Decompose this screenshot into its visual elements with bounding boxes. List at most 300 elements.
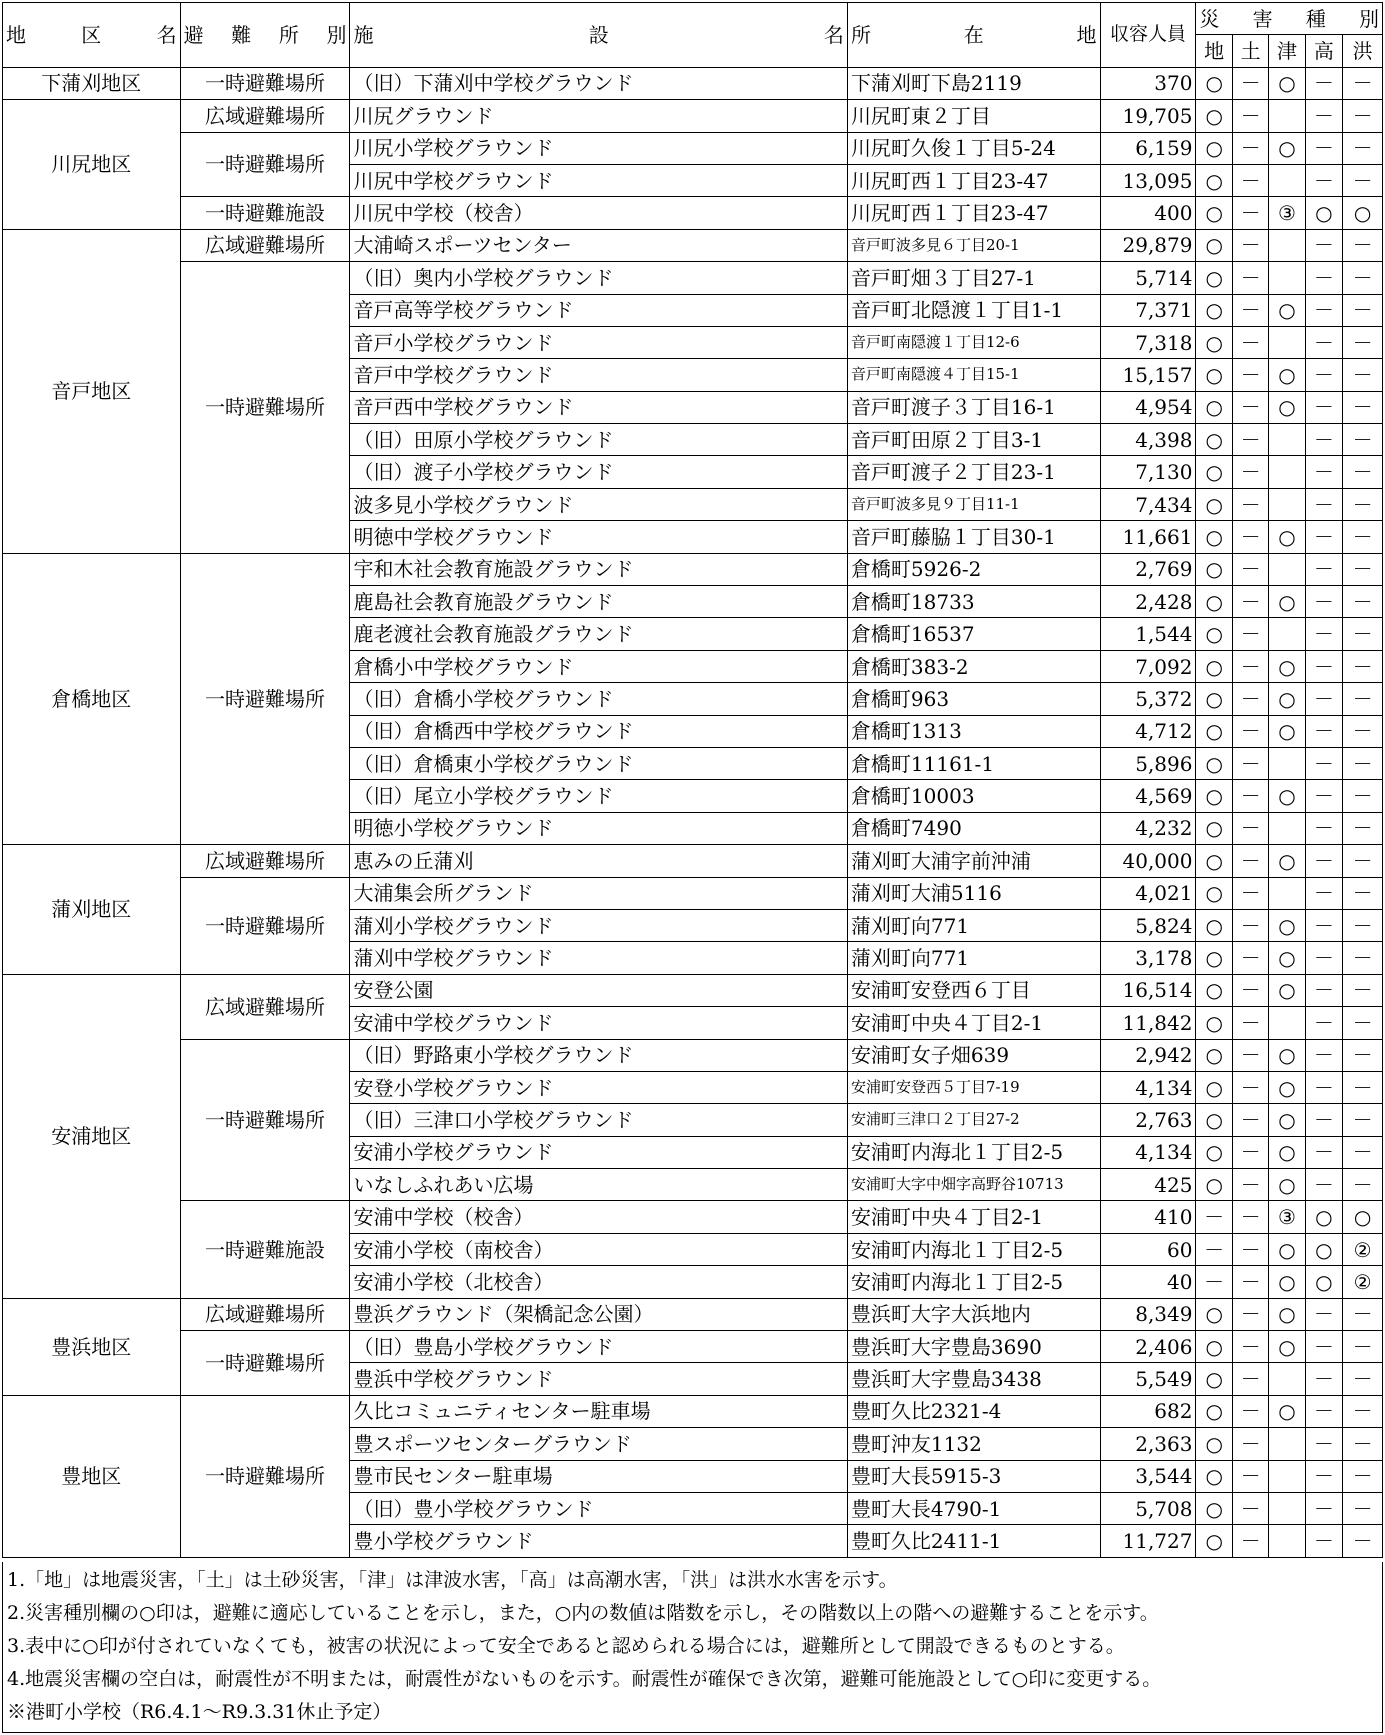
header-disaster-storm-surge: 高 [1305, 35, 1343, 67]
mark-storm-surge: － [1305, 683, 1343, 715]
mark-landslide: － [1232, 1169, 1268, 1201]
mark-tsunami [1269, 553, 1305, 585]
mark-flood: － [1343, 942, 1383, 974]
capacity-cell: 5,708 [1100, 1492, 1196, 1524]
mark-tsunami [1269, 488, 1305, 520]
facility-name-cell: 安浦小学校（北校舎） [350, 1266, 847, 1298]
shelter-type-cell: 一時避難場所 [180, 67, 350, 99]
mark-tsunami: ○ [1269, 780, 1305, 812]
address-cell: 安浦町大字中畑字高野谷10713 [847, 1169, 1100, 1201]
mark-landslide: － [1232, 67, 1268, 99]
mark-flood: － [1343, 586, 1383, 618]
mark-tsunami [1269, 1525, 1305, 1557]
mark-tsunami: ○ [1269, 1266, 1305, 1298]
mark-earthquake: － [1196, 1233, 1232, 1265]
mark-tsunami: ○ [1269, 391, 1305, 423]
mark-earthquake: ○ [1196, 100, 1232, 132]
address-cell: 蒲刈町大浦5116 [847, 877, 1100, 909]
mark-storm-surge: － [1305, 1395, 1343, 1427]
facility-name-cell: （旧）豊島小学校グラウンド [350, 1331, 847, 1363]
footnote-1: 1.「地」は地震災害，「土」は土砂災害，「津」は津波水害，「高」は高潮水害，「洪」は洪水水害を示す。 [7, 1569, 898, 1591]
facility-name-cell: 川尻中学校（校舎） [350, 197, 847, 229]
mark-flood: － [1343, 650, 1383, 682]
capacity-cell: 7,434 [1100, 488, 1196, 520]
facility-name-cell: 安登公園 [350, 974, 847, 1006]
facility-name-cell: 安登小学校グラウンド [350, 1071, 847, 1103]
mark-earthquake: ○ [1196, 877, 1232, 909]
shelter-type-cell: 一時避難場所 [180, 1331, 350, 1396]
address-cell: 豊浜町大字大浜地内 [847, 1298, 1100, 1330]
mark-tsunami: ○ [1269, 1331, 1305, 1363]
facility-name-cell: 豊浜グラウンド（架橋記念公園） [350, 1298, 847, 1330]
mark-storm-surge: － [1305, 424, 1343, 456]
mark-earthquake: ○ [1196, 1071, 1232, 1103]
footnotes [2, 1562, 1383, 1733]
table-row [3, 877, 1383, 909]
header-disaster-flood: 洪 [1343, 35, 1383, 67]
shelter-type-cell: 一時避難場所 [180, 553, 350, 845]
mark-landslide: － [1232, 618, 1268, 650]
mark-landslide: － [1232, 521, 1268, 553]
capacity-cell: 5,714 [1100, 262, 1196, 294]
mark-flood: － [1343, 812, 1383, 844]
mark-earthquake: ○ [1196, 1104, 1232, 1136]
table-row [3, 1039, 1383, 1071]
mark-flood: － [1343, 1331, 1383, 1363]
mark-landslide: － [1232, 1492, 1268, 1524]
mark-storm-surge: － [1305, 132, 1343, 164]
address-cell: 川尻町東２丁目 [847, 100, 1100, 132]
mark-flood: － [1343, 521, 1383, 553]
capacity-cell: 682 [1100, 1395, 1196, 1427]
mark-storm-surge: － [1305, 1460, 1343, 1492]
address-cell: 倉橋町383-2 [847, 650, 1100, 682]
capacity-cell: 7,130 [1100, 456, 1196, 488]
capacity-cell: 2,942 [1100, 1039, 1196, 1071]
table-row [3, 1395, 1383, 1427]
address-cell: 倉橋町10003 [847, 780, 1100, 812]
facility-name-cell: 音戸高等学校グラウンド [350, 294, 847, 326]
mark-tsunami [1269, 877, 1305, 909]
mark-flood: ○ [1343, 197, 1383, 229]
mark-landslide: － [1232, 294, 1268, 326]
mark-tsunami: ○ [1269, 974, 1305, 1006]
district-cell: 豊浜地区 [3, 1298, 181, 1395]
mark-tsunami [1269, 456, 1305, 488]
mark-storm-surge: ○ [1305, 1201, 1343, 1233]
mark-landslide: － [1232, 1395, 1268, 1427]
mark-tsunami: ○ [1269, 521, 1305, 553]
mark-earthquake: ○ [1196, 812, 1232, 844]
shelter-type-cell: 広域避難場所 [180, 1298, 350, 1330]
capacity-cell: 40 [1100, 1266, 1196, 1298]
header-disaster-landslide: 土 [1232, 35, 1268, 67]
mark-landslide: － [1232, 942, 1268, 974]
mark-earthquake: ○ [1196, 521, 1232, 553]
capacity-cell: 13,095 [1100, 164, 1196, 196]
mark-flood: － [1343, 1460, 1383, 1492]
mark-earthquake: ○ [1196, 683, 1232, 715]
mark-landslide: － [1232, 909, 1268, 941]
mark-storm-surge: － [1305, 909, 1343, 941]
address-cell: 豊浜町大字豊島3690 [847, 1331, 1100, 1363]
mark-earthquake: ○ [1196, 1460, 1232, 1492]
table-row [3, 1331, 1383, 1363]
mark-earthquake: ○ [1196, 488, 1232, 520]
address-cell: 安浦町内海北１丁目2-5 [847, 1136, 1100, 1168]
address-cell: 倉橋町18733 [847, 586, 1100, 618]
address-cell: 倉橋町963 [847, 683, 1100, 715]
capacity-cell: 4,954 [1100, 391, 1196, 423]
mark-landslide: － [1232, 1460, 1268, 1492]
mark-flood: － [1343, 553, 1383, 585]
mark-earthquake: ○ [1196, 1169, 1232, 1201]
mark-landslide: － [1232, 262, 1268, 294]
footnote-3: 3.表中に○印が付されていなくても，被害の状況によって安全であると認められる場合には，避難所として開設できるものとする。 [7, 1635, 1125, 1657]
mark-landslide: － [1232, 650, 1268, 682]
facility-name-cell: （旧）渡子小学校グラウンド [350, 456, 847, 488]
table-row [3, 229, 1383, 261]
shelter-type-cell: 一時避難場所 [180, 877, 350, 974]
facility-name-cell: 川尻中学校グラウンド [350, 164, 847, 196]
footnote-4: 4.地震災害欄の空白は，耐震性が不明または，耐震性がないものを示す。耐震性が確保でき次第，避難可能施設として○印に変更する。 [7, 1668, 1162, 1690]
mark-landslide: － [1232, 1331, 1268, 1363]
facility-name-cell: 豊スポーツセンターグラウンド [350, 1428, 847, 1460]
capacity-cell: 4,134 [1100, 1136, 1196, 1168]
mark-storm-surge: － [1305, 845, 1343, 877]
mark-flood: － [1343, 1525, 1383, 1557]
capacity-cell: 60 [1100, 1233, 1196, 1265]
table-row [3, 845, 1383, 877]
mark-earthquake: ○ [1196, 715, 1232, 747]
capacity-cell: 4,712 [1100, 715, 1196, 747]
mark-landslide: － [1232, 747, 1268, 779]
address-cell: 豊町沖友1132 [847, 1428, 1100, 1460]
header-district: 地 区 名 [3, 3, 181, 68]
address-cell: 倉橋町11161-1 [847, 747, 1100, 779]
mark-tsunami: ③ [1269, 197, 1305, 229]
address-cell: 音戸町畑３丁目27-1 [847, 262, 1100, 294]
mark-earthquake: ○ [1196, 262, 1232, 294]
address-cell: 音戸町渡子３丁目16-1 [847, 391, 1100, 423]
mark-storm-surge: － [1305, 326, 1343, 358]
mark-landslide: － [1232, 1039, 1268, 1071]
mark-tsunami: ○ [1269, 67, 1305, 99]
facility-name-cell: 倉橋小中学校グラウンド [350, 650, 847, 682]
mark-landslide: － [1232, 424, 1268, 456]
mark-storm-surge: － [1305, 1428, 1343, 1460]
header-shelter-type: 避 難 所 別 [180, 3, 350, 68]
facility-name-cell: 大浦集会所グランド [350, 877, 847, 909]
facility-name-cell: 豊小学校グラウンド [350, 1525, 847, 1557]
table-row [3, 1201, 1383, 1233]
capacity-cell: 29,879 [1100, 229, 1196, 261]
mark-landslide: － [1232, 164, 1268, 196]
capacity-cell: 5,372 [1100, 683, 1196, 715]
mark-flood: － [1343, 974, 1383, 1006]
capacity-cell: 7,318 [1100, 326, 1196, 358]
mark-earthquake: ○ [1196, 942, 1232, 974]
capacity-cell: 425 [1100, 1169, 1196, 1201]
shelter-type-cell: 一時避難場所 [180, 262, 350, 554]
facility-name-cell: （旧）野路東小学校グラウンド [350, 1039, 847, 1071]
mark-tsunami [1269, 747, 1305, 779]
facility-name-cell: （旧）田原小学校グラウンド [350, 424, 847, 456]
shelter-type-cell: 広域避難場所 [180, 100, 350, 132]
address-cell: 豊浜町大字豊島3438 [847, 1363, 1100, 1395]
mark-earthquake: ○ [1196, 164, 1232, 196]
shelter-type-cell: 一時避難施設 [180, 1201, 350, 1298]
mark-storm-surge: － [1305, 650, 1343, 682]
mark-earthquake: ○ [1196, 456, 1232, 488]
mark-earthquake: ○ [1196, 1298, 1232, 1330]
mark-flood: － [1343, 1136, 1383, 1168]
facility-name-cell: いなしふれあい広場 [350, 1169, 847, 1201]
mark-tsunami [1269, 262, 1305, 294]
mark-tsunami [1269, 1007, 1305, 1039]
facility-name-cell: 明徳小学校グラウンド [350, 812, 847, 844]
address-cell: 倉橋町5926-2 [847, 553, 1100, 585]
shelter-type-cell: 一時避難場所 [180, 1395, 350, 1557]
capacity-cell: 11,842 [1100, 1007, 1196, 1039]
address-cell: 安浦町中央４丁目2-1 [847, 1007, 1100, 1039]
mark-flood: － [1343, 1007, 1383, 1039]
capacity-cell: 2,428 [1100, 586, 1196, 618]
mark-earthquake: ○ [1196, 1492, 1232, 1524]
capacity-cell: 11,661 [1100, 521, 1196, 553]
capacity-cell: 3,544 [1100, 1460, 1196, 1492]
capacity-cell: 2,406 [1100, 1331, 1196, 1363]
facility-name-cell: 音戸西中学校グラウンド [350, 391, 847, 423]
mark-earthquake: ○ [1196, 132, 1232, 164]
mark-storm-surge: － [1305, 391, 1343, 423]
facility-name-cell: 鹿島社会教育施設グラウンド [350, 586, 847, 618]
mark-tsunami: ○ [1269, 1298, 1305, 1330]
mark-storm-surge: － [1305, 747, 1343, 779]
mark-flood: － [1343, 424, 1383, 456]
mark-landslide: － [1232, 359, 1268, 391]
mark-tsunami: ○ [1269, 1169, 1305, 1201]
district-cell: 豊地区 [3, 1395, 181, 1557]
facility-name-cell: （旧）奥内小学校グラウンド [350, 262, 847, 294]
header-disaster-tsunami: 津 [1269, 35, 1305, 67]
mark-flood: － [1343, 391, 1383, 423]
mark-tsunami: ○ [1269, 715, 1305, 747]
table-row [3, 197, 1383, 229]
mark-flood: － [1343, 780, 1383, 812]
mark-flood: － [1343, 456, 1383, 488]
mark-storm-surge: － [1305, 1298, 1343, 1330]
mark-storm-surge: － [1305, 1492, 1343, 1524]
address-cell: 音戸町渡子２丁目23-1 [847, 456, 1100, 488]
capacity-cell: 2,363 [1100, 1428, 1196, 1460]
mark-storm-surge: － [1305, 1331, 1343, 1363]
address-cell: 音戸町藤脇１丁目30-1 [847, 521, 1100, 553]
mark-landslide: － [1232, 780, 1268, 812]
address-cell: 安浦町女子畑639 [847, 1039, 1100, 1071]
address-cell: 川尻町久俊１丁目5-24 [847, 132, 1100, 164]
mark-storm-surge: ○ [1305, 197, 1343, 229]
mark-earthquake: ○ [1196, 1007, 1232, 1039]
mark-flood: － [1343, 683, 1383, 715]
mark-landslide: － [1232, 197, 1268, 229]
mark-earthquake: ○ [1196, 1136, 1232, 1168]
address-cell: 蒲刈町向771 [847, 909, 1100, 941]
mark-landslide: － [1232, 586, 1268, 618]
mark-storm-surge: － [1305, 877, 1343, 909]
district-cell: 安浦地区 [3, 974, 181, 1298]
capacity-cell: 370 [1100, 67, 1196, 99]
shelter-type-cell: 一時避難場所 [180, 1039, 350, 1201]
mark-storm-surge: － [1305, 294, 1343, 326]
header-capacity: 収容人員 [1100, 3, 1196, 68]
table-row [3, 132, 1383, 164]
facility-name-cell: 鹿老渡社会教育施設グラウンド [350, 618, 847, 650]
mark-earthquake: ○ [1196, 845, 1232, 877]
mark-earthquake: ○ [1196, 326, 1232, 358]
mark-tsunami [1269, 812, 1305, 844]
capacity-cell: 400 [1100, 197, 1196, 229]
mark-tsunami: ○ [1269, 1071, 1305, 1103]
facility-name-cell: 川尻グラウンド [350, 100, 847, 132]
mark-tsunami [1269, 1363, 1305, 1395]
facility-name-cell: 宇和木社会教育施設グラウンド [350, 553, 847, 585]
district-cell: 下蒲刈地区 [3, 67, 181, 99]
mark-flood: － [1343, 262, 1383, 294]
mark-landslide: － [1232, 1136, 1268, 1168]
mark-tsunami [1269, 618, 1305, 650]
mark-flood: － [1343, 877, 1383, 909]
mark-tsunami [1269, 1460, 1305, 1492]
mark-flood: － [1343, 67, 1383, 99]
mark-landslide: － [1232, 456, 1268, 488]
mark-storm-surge: － [1305, 553, 1343, 585]
address-cell: 音戸町田原２丁目3-1 [847, 424, 1100, 456]
mark-flood: ② [1343, 1233, 1383, 1265]
mark-earthquake: ○ [1196, 1395, 1232, 1427]
mark-landslide: － [1232, 1428, 1268, 1460]
mark-flood: － [1343, 1104, 1383, 1136]
facility-name-cell: 久比コミュニティセンター駐車場 [350, 1395, 847, 1427]
mark-earthquake: ○ [1196, 747, 1232, 779]
address-cell: 安浦町内海北１丁目2-5 [847, 1233, 1100, 1265]
table-row [3, 100, 1383, 132]
mark-storm-surge: － [1305, 164, 1343, 196]
mark-flood: － [1343, 715, 1383, 747]
mark-storm-surge: － [1305, 229, 1343, 261]
shelter-type-cell: 一時避難施設 [180, 197, 350, 229]
mark-tsunami: ○ [1269, 1104, 1305, 1136]
mark-tsunami: ○ [1269, 586, 1305, 618]
shelter-table-body [3, 67, 1383, 1557]
facility-name-cell: 蒲刈中学校グラウンド [350, 942, 847, 974]
mark-flood: ○ [1343, 1201, 1383, 1233]
mark-tsunami: ○ [1269, 845, 1305, 877]
address-cell: 音戸町北隠渡１丁目1-1 [847, 294, 1100, 326]
mark-flood: － [1343, 488, 1383, 520]
capacity-cell: 1,544 [1100, 618, 1196, 650]
mark-earthquake: ○ [1196, 909, 1232, 941]
mark-tsunami: ○ [1269, 132, 1305, 164]
mark-landslide: － [1232, 812, 1268, 844]
mark-storm-surge: － [1305, 715, 1343, 747]
capacity-cell: 40,000 [1100, 845, 1196, 877]
address-cell: 安浦町安登西６丁目 [847, 974, 1100, 1006]
capacity-cell: 16,514 [1100, 974, 1196, 1006]
address-cell: 安浦町三津口２丁目27-2 [847, 1104, 1100, 1136]
facility-name-cell: 安浦中学校（校舎） [350, 1201, 847, 1233]
mark-earthquake: ○ [1196, 294, 1232, 326]
facility-name-cell: 音戸中学校グラウンド [350, 359, 847, 391]
mark-earthquake: ○ [1196, 650, 1232, 682]
mark-tsunami: ○ [1269, 1233, 1305, 1265]
capacity-cell: 5,549 [1100, 1363, 1196, 1395]
mark-earthquake: ○ [1196, 391, 1232, 423]
district-cell: 蒲刈地区 [3, 845, 181, 975]
mark-tsunami [1269, 424, 1305, 456]
mark-flood: － [1343, 909, 1383, 941]
address-cell: 川尻町西１丁目23-47 [847, 164, 1100, 196]
mark-tsunami [1269, 1492, 1305, 1524]
mark-landslide: － [1232, 100, 1268, 132]
address-cell: 蒲刈町大浦字前沖浦 [847, 845, 1100, 877]
mark-flood: － [1343, 359, 1383, 391]
mark-landslide: － [1232, 1363, 1268, 1395]
mark-storm-surge: － [1305, 1071, 1343, 1103]
capacity-cell: 5,824 [1100, 909, 1196, 941]
mark-landslide: － [1232, 683, 1268, 715]
header-facility: 施 設 名 [350, 3, 847, 68]
mark-landslide: － [1232, 391, 1268, 423]
address-cell: 安浦町中央４丁目2-1 [847, 1201, 1100, 1233]
mark-storm-surge: － [1305, 1525, 1343, 1557]
mark-storm-surge: － [1305, 488, 1343, 520]
facility-name-cell: 大浦崎スポーツセンター [350, 229, 847, 261]
mark-storm-surge: － [1305, 618, 1343, 650]
mark-landslide: － [1232, 1298, 1268, 1330]
address-cell: 安浦町内海北１丁目2-5 [847, 1266, 1100, 1298]
table-row [3, 553, 1383, 585]
mark-tsunami: ○ [1269, 650, 1305, 682]
capacity-cell: 4,021 [1100, 877, 1196, 909]
mark-storm-surge: － [1305, 1104, 1343, 1136]
mark-earthquake: ○ [1196, 359, 1232, 391]
header-address: 所 在 地 [847, 3, 1100, 68]
mark-landslide: － [1232, 1266, 1268, 1298]
mark-landslide: － [1232, 229, 1268, 261]
capacity-cell: 2,769 [1100, 553, 1196, 585]
mark-earthquake: ○ [1196, 197, 1232, 229]
capacity-cell: 3,178 [1100, 942, 1196, 974]
footnote-2: 2.災害種別欄の○印は，避難に適応していることを示し，また，○内の数値は階数を示し，その階数以上の階への避難することを示す。 [7, 1602, 1159, 1624]
address-cell: 豊町久比2321-4 [847, 1395, 1100, 1427]
mark-storm-surge: － [1305, 942, 1343, 974]
mark-flood: － [1343, 1428, 1383, 1460]
mark-earthquake: ○ [1196, 618, 1232, 650]
mark-flood: － [1343, 1363, 1383, 1395]
address-cell: 倉橋町16537 [847, 618, 1100, 650]
table-row [3, 974, 1383, 1006]
table-row [3, 67, 1383, 99]
mark-flood: － [1343, 747, 1383, 779]
mark-earthquake: － [1196, 1201, 1232, 1233]
address-cell: 安浦町安登西５丁目7-19 [847, 1071, 1100, 1103]
district-cell: 音戸地区 [3, 229, 181, 553]
mark-landslide: － [1232, 1007, 1268, 1039]
mark-storm-surge: － [1305, 67, 1343, 99]
mark-flood: － [1343, 1492, 1383, 1524]
mark-landslide: － [1232, 1071, 1268, 1103]
